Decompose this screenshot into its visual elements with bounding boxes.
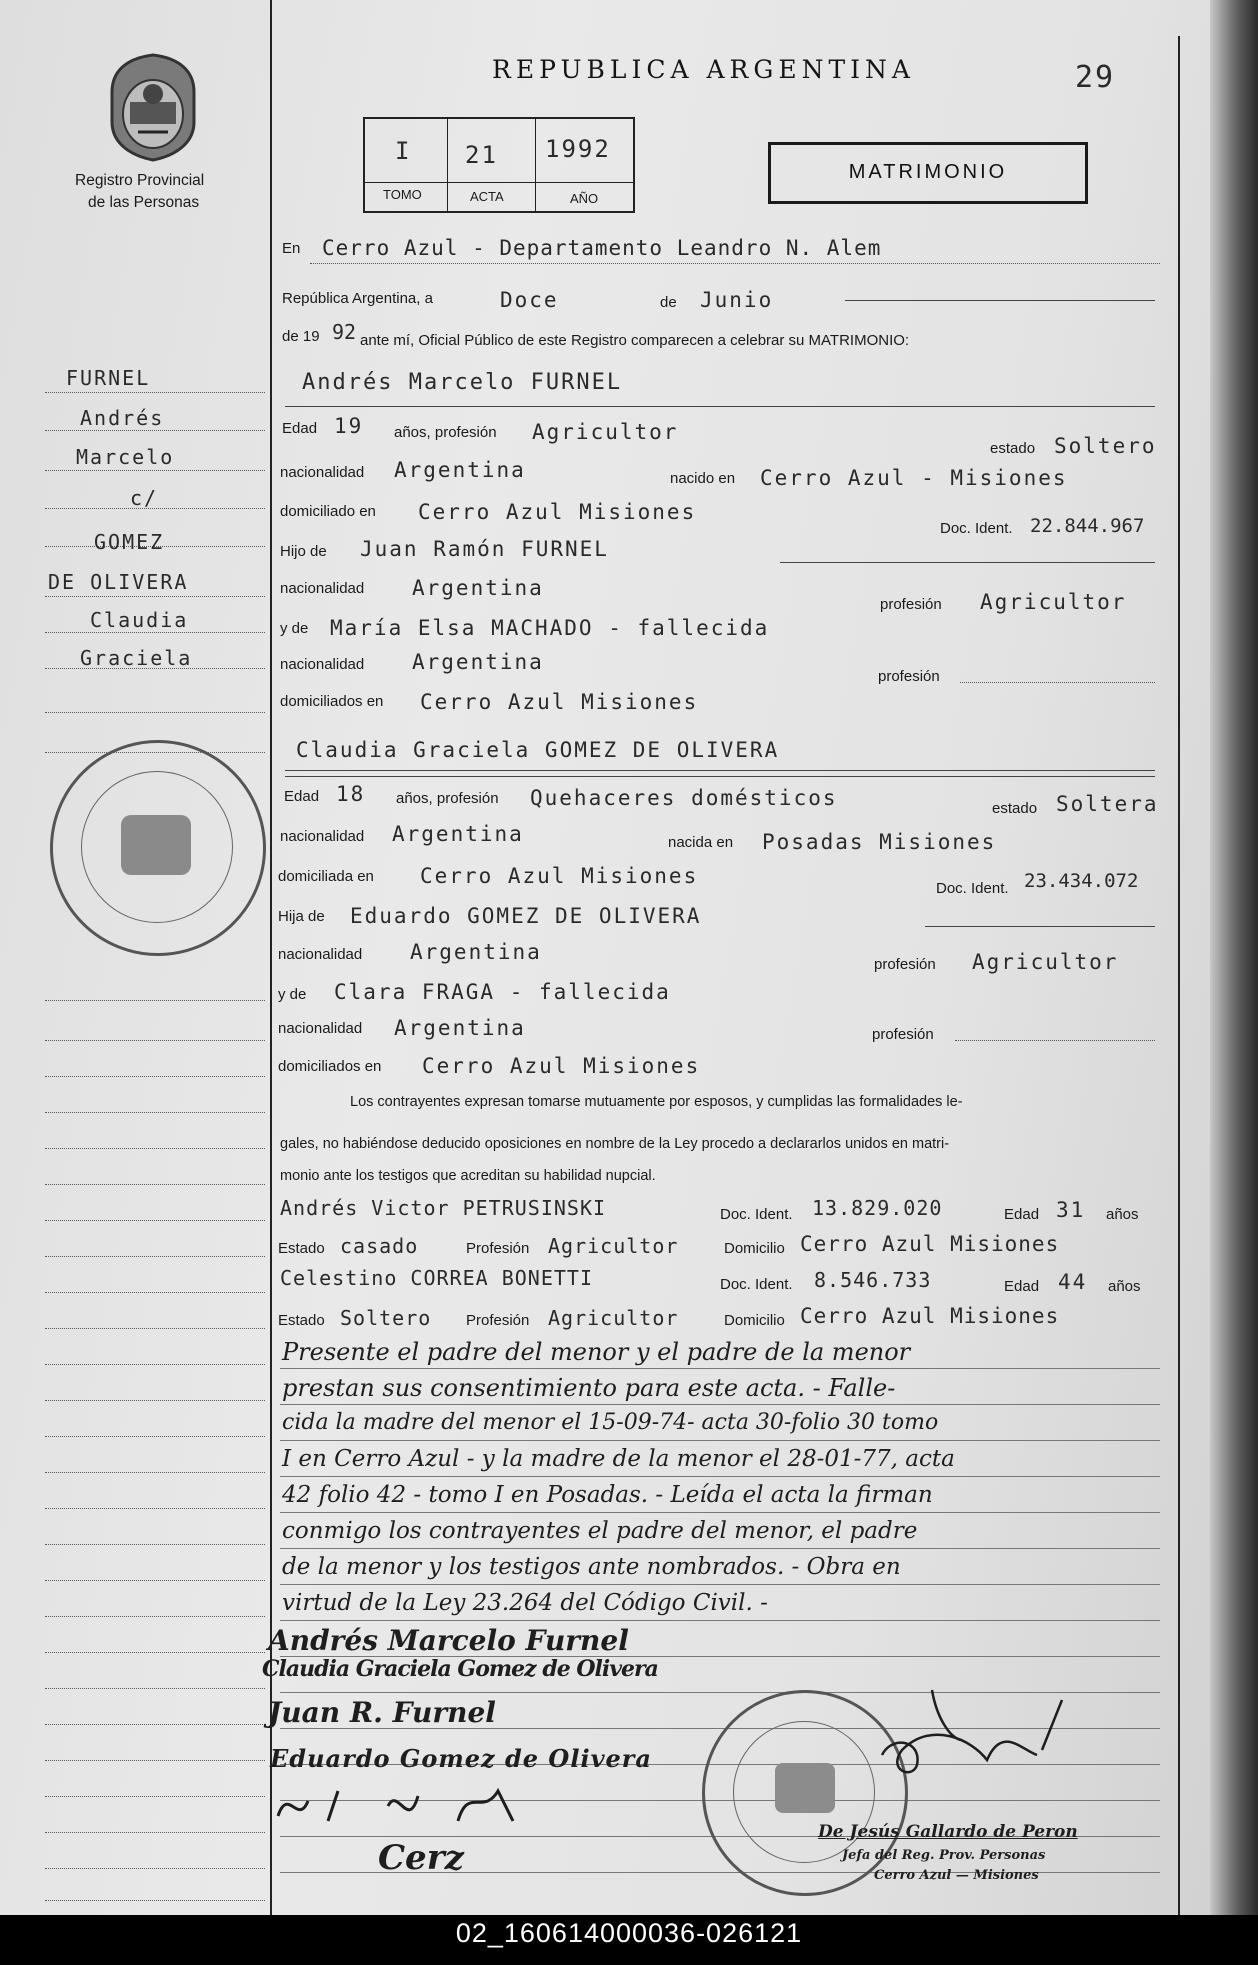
- witness-2-name: Celestino CORREA BONETTI: [280, 1266, 593, 1290]
- declaration-line-3: monio ante los testigos que acreditan su habilidad nupcial.: [280, 1168, 656, 1184]
- registry-name-line2: de las Personas: [88, 194, 200, 211]
- witness-1-doc: 13.829.020: [812, 1196, 943, 1220]
- groom-estado: Soltero: [1054, 434, 1157, 458]
- groom-name-line: [285, 406, 1155, 407]
- note-line-6: conmigo los contrayentes el padre del menor, el padre: [282, 1518, 918, 1544]
- bride-mother-profesion-label: profesión: [872, 1026, 934, 1043]
- witness-1-anos-label: años: [1106, 1206, 1139, 1223]
- record-box: [363, 117, 635, 213]
- witness-2-estado-label: Estado: [278, 1312, 325, 1329]
- witness-2-domicile: Cerro Azul Misiones: [800, 1304, 1060, 1328]
- ano-value: 1992: [545, 135, 611, 163]
- witness-2-estado: Soltero: [340, 1306, 432, 1330]
- groom-edad-label: Edad: [282, 420, 318, 437]
- document-type-box: [768, 142, 1088, 204]
- witness-1-age: 31: [1056, 1198, 1086, 1222]
- intro-text: ante mí, Oficial Público de este Registro comparecen a celebrar su MATRIMONIO:: [360, 332, 910, 349]
- bride-age: 18: [336, 782, 366, 806]
- witness-2-doc-label: Doc. Ident.: [720, 1276, 793, 1293]
- bride-name: Claudia Graciela GOMEZ DE OLIVERA: [296, 738, 780, 762]
- declaration-line-2: gales, no habiéndose deducido oposiciones en nombre de la Ley procedo a declararlos unidos en matri-: [280, 1136, 950, 1152]
- right-border: [1178, 36, 1180, 1915]
- groom-domiciliados-label: domiciliados en: [280, 693, 384, 710]
- signature-groom-father: Juan R. Furnel: [268, 1696, 496, 1729]
- bride-birthplace: Posadas Misiones: [762, 830, 997, 854]
- bride-estado: Soltera: [1056, 792, 1159, 816]
- bride-nacida-label: nacida en: [668, 834, 734, 851]
- groom-mother-nationality: Argentina: [412, 650, 544, 674]
- groom-profession: Agricultor: [532, 420, 679, 444]
- witness-2-domicilio-label: Domicilio: [724, 1312, 785, 1329]
- registry-emblem-icon: [108, 52, 198, 162]
- year-prefix: de 19: [282, 328, 320, 345]
- country-title: REPUBLICA ARGENTINA: [492, 55, 915, 84]
- groom-birthplace: Cerro Azul - Misiones: [760, 466, 1068, 490]
- place: Cerro Azul - Departamento Leandro N. Alem: [322, 236, 882, 260]
- en-label: En: [282, 240, 301, 257]
- bride-father-nationality: Argentina: [410, 940, 542, 964]
- note-line-5: 42 folio 42 - tomo I en Posadas. - Leída el acta la firman: [282, 1482, 933, 1508]
- place-line: [310, 263, 1160, 264]
- margin-name-3: Marcelo: [76, 445, 175, 469]
- de-label: de: [660, 294, 677, 311]
- groom-father-line: [780, 562, 1155, 563]
- bride-mother-nacionalidad-label: nacionalidad: [278, 1020, 363, 1037]
- month-line: [845, 300, 1155, 301]
- witness-1-doc-label: Doc. Ident.: [720, 1206, 793, 1223]
- note-line-1: Presente el padre del menor y el padre de la menor: [282, 1338, 911, 1366]
- groom-nacido-label: nacido en: [670, 470, 736, 487]
- witness-1-name: Andrés Victor PETRUSINSKI: [280, 1196, 607, 1220]
- bride-domicile: Cerro Azul Misiones: [420, 864, 699, 888]
- registry-seal-left: [50, 740, 266, 956]
- republica-label: República Argentina, a: [282, 290, 433, 307]
- witness-2-profesion-label: Profesión: [466, 1312, 530, 1329]
- groom-father: Juan Ramón FURNEL: [360, 537, 609, 561]
- bride-nationality: Argentina: [392, 822, 524, 846]
- bride-doc: 23.434.072: [1024, 870, 1139, 892]
- document-id: 02_160614000036-026121: [455, 1918, 803, 1948]
- groom-name: Andrés Marcelo FURNEL: [302, 370, 623, 395]
- witness-1-profesion-label: Profesión: [466, 1240, 530, 1257]
- margin-name-5: GOMEZ: [94, 530, 165, 554]
- margin-name-6: DE OLIVERA: [48, 570, 189, 594]
- bride-anos-label: años, profesión: [396, 790, 499, 807]
- margin-name-7: Claudia: [90, 608, 189, 632]
- note-line-2: prestan sus consentimiento para este acta. - Falle-: [282, 1374, 896, 1402]
- groom-father-nationality: Argentina: [412, 576, 544, 600]
- groom-mother-nacionalidad-label: nacionalidad: [280, 656, 365, 673]
- acta-value: 21: [465, 141, 498, 169]
- registry-name-line1: Registro Provincial: [75, 172, 205, 189]
- witness-2-doc: 8.546.733: [814, 1268, 932, 1292]
- witness-2-anos-label: años: [1108, 1278, 1141, 1295]
- bride-profession: Quehaceres domésticos: [530, 786, 838, 810]
- bride-name-line-2: [285, 776, 1155, 777]
- margin-name-4: c/: [130, 486, 159, 510]
- witness-1-edad-label: Edad: [1004, 1206, 1040, 1223]
- note-line-8: virtud de la Ley 23.264 del Código Civil. -: [282, 1590, 768, 1616]
- bride-estado-label: estado: [992, 800, 1038, 817]
- bride-mother: Clara FRAGA - fallecida: [334, 980, 671, 1004]
- bride-father-profesion-label: profesión: [874, 956, 936, 973]
- bride-parents-domicile: Cerro Azul Misiones: [422, 1054, 701, 1078]
- witness-1-estado-label: Estado: [278, 1240, 325, 1257]
- groom-mother: María Elsa MACHADO - fallecida: [330, 616, 770, 640]
- month: Junio: [700, 288, 774, 312]
- groom-nationality: Argentina: [394, 458, 526, 482]
- groom-doc-label: Doc. Ident.: [940, 520, 1013, 537]
- officer-title: Jefa del Reg. Prov. Personas: [842, 1848, 1046, 1863]
- bride-nacionalidad-label: nacionalidad: [280, 828, 365, 845]
- margin-name-1: FURNEL: [66, 366, 151, 390]
- bride-mother-profession-line: [955, 1040, 1155, 1041]
- tomo-label: TOMO: [383, 187, 422, 202]
- groom-father-profesion-label: profesión: [880, 596, 942, 613]
- groom-parents-domicile: Cerro Azul Misiones: [420, 690, 699, 714]
- bride-domiciliada-label: domiciliada en: [278, 868, 374, 885]
- signature-witness: Cerz: [378, 1838, 464, 1878]
- groom-anos-label: años, profesión: [394, 424, 497, 441]
- witness-1-domicile: Cerro Azul Misiones: [800, 1232, 1060, 1256]
- officer-name: De Jesús Gallardo de Peron: [818, 1822, 1078, 1842]
- declaration-line-1: Los contrayentes expresan tomarse mutuamente por esposos, y cumplidas las formalidades le-: [350, 1094, 963, 1110]
- witness-2-edad-label: Edad: [1004, 1278, 1040, 1295]
- officer-place: Cerro Azul — Misiones: [874, 1868, 1039, 1883]
- bride-doc-label: Doc. Ident.: [936, 880, 1009, 897]
- witness-2-age: 44: [1058, 1270, 1088, 1294]
- signature-bride-father: Eduardo Gomez de Olivera: [270, 1744, 652, 1773]
- groom-ydel-label: y de: [280, 620, 309, 637]
- margin-name-2: Andrés: [80, 406, 165, 430]
- ano-label: AÑO: [570, 191, 599, 206]
- groom-nacionalidad-label: nacionalidad: [280, 464, 365, 481]
- year-suffix: 92: [332, 320, 357, 344]
- groom-mother-profession-line: [960, 682, 1155, 683]
- witness-1-profession: Agricultor: [548, 1234, 679, 1258]
- officer-signature-icon: [862, 1680, 1082, 1790]
- day: Doce: [500, 288, 559, 312]
- groom-father-profession: Agricultor: [980, 590, 1127, 614]
- groom-age: 19: [334, 414, 364, 438]
- groom-domicile: Cerro Azul Misiones: [418, 500, 697, 524]
- note-line-4: I en Cerro Azul - y la madre de la menor el 28-01-77, acta: [282, 1446, 955, 1472]
- witness-1-estado: casado: [340, 1234, 419, 1258]
- bride-father-line: [925, 926, 1155, 927]
- signature-bride: Claudia Graciela Gomez de Olivera: [262, 1656, 658, 1682]
- bride-mother-nationality: Argentina: [394, 1016, 526, 1040]
- groom-doc: 22.844.967: [1030, 515, 1145, 537]
- witness-1-domicilio-label: Domicilio: [724, 1240, 785, 1257]
- note-line-7: de la menor y los testigos ante nombrados. - Obra en: [282, 1554, 901, 1580]
- bride-father: Eduardo GOMEZ DE OLIVERA: [350, 904, 702, 928]
- note-line-3: cida la madre del menor el 15-09-74- acta 30-folio 30 tomo: [282, 1410, 939, 1435]
- bride-ydel-label: y de: [278, 986, 307, 1003]
- bride-domiciliados-label: domiciliados en: [278, 1058, 382, 1075]
- bride-edad-label: Edad: [284, 788, 320, 805]
- groom-hijo-label: Hijo de: [280, 543, 327, 560]
- signature-groom: Andrés Marcelo Furnel: [268, 1624, 629, 1657]
- acta-label: ACTA: [470, 189, 504, 204]
- bride-father-profession: Agricultor: [972, 950, 1119, 974]
- bride-father-nacionalidad-label: nacionalidad: [278, 946, 363, 963]
- bride-hija-label: Hija de: [278, 908, 325, 925]
- tomo-value: I: [395, 137, 412, 165]
- signature-scribble-icon: [268, 1776, 548, 1836]
- page-number: 29: [1075, 60, 1116, 95]
- groom-father-nacionalidad-label: nacionalidad: [280, 580, 365, 597]
- witness-2-profession: Agricultor: [548, 1306, 679, 1330]
- groom-estado-label: estado: [990, 440, 1036, 457]
- margin-name-8: Graciela: [80, 646, 193, 670]
- bride-name-line: [285, 770, 1155, 771]
- document-type: MATRIMONIO: [848, 161, 1008, 183]
- groom-mother-profesion-label: profesión: [878, 668, 940, 685]
- page-edge-shadow: [1210, 0, 1258, 1915]
- groom-domiciliado-label: domiciliado en: [280, 503, 376, 520]
